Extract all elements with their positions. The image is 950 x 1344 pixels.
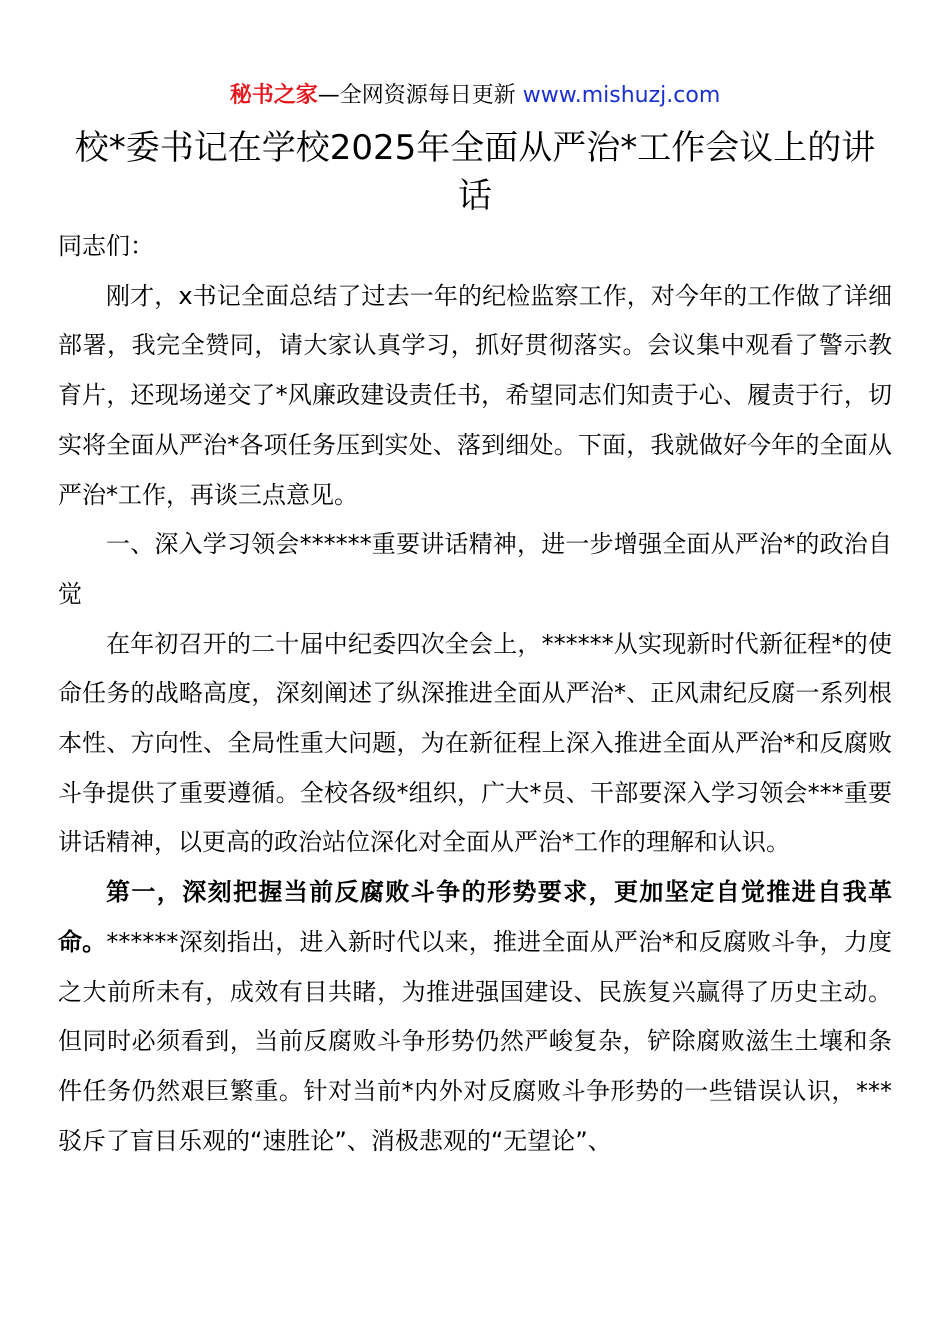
paragraph-point-1 [58, 868, 892, 1166]
point-1-lead: 第一，深刻把握当前反腐败斗争的形势要求，更加坚定自觉推进自我革命。 [58, 878, 892, 956]
paragraph-section-1: 在年初召开的二十届中纪委四次全会上，******从实现新时代新征程*的使命任务的战略高度，深刻阐述了纵深推进全面从严治*、正风肃纪反腐一系列根本性、方向性、全局性重大问题，为在新征程上深入推进全面从严治*和反腐败斗争提供了重要遵循。全校各级*组织，广大*员、干部要深入学习领会***重要讲话精神，以更高的政治站位深化对全面从严治*工作的理解和认识。 [58, 629, 892, 857]
site-brand: 秘书之家 [229, 83, 318, 108]
section-heading-1: 一、深入学习领会******重要讲话精神，进一步增强全面从严治*的政治自觉 [58, 530, 892, 608]
document-title: 校*委书记在学校2025年全面从严治*工作会议上的讲话 [74, 128, 876, 216]
paragraph-intro: 刚才，x书记全面总结了过去一年的纪检监察工作，对今年的工作做了详细部署，我完全赞同，请大家认真学习，抓好贯彻落实。会议集中观看了警示教育片，还现场递交了*风廉政建设责任书，希望同志们知责于心、履责于行，切实将全面从严治*各项任务压到实处、落到细处。下面，我就做好今年的全面从严治*工作，再谈三点意见。 [58, 281, 892, 509]
site-slogan: —全网资源每日更新 [317, 83, 523, 108]
salutation: 同志们： [58, 232, 154, 260]
site-url-link[interactable]: www.mishuzj.com [522, 83, 721, 108]
document-body [58, 222, 892, 1166]
point-1-text: ******深刻指出，进入新时代以来，推进全面从严治*和反腐败斗争，力度之大前所未有，成效有目共睹，为推进强国建设、民族复兴赢得了历史主动。但同时必须看到，当前反腐败斗争形势仍然严峻复杂，铲除腐败滋生土壤和条件任务仍然艰巨繁重。针对当前*内外对反腐败斗争形势的一些错误认识，***驳斥了盲目乐观的“速胜论”、消极悲观的“无望论”、 [58, 927, 892, 1155]
site-header [0, 80, 950, 112]
